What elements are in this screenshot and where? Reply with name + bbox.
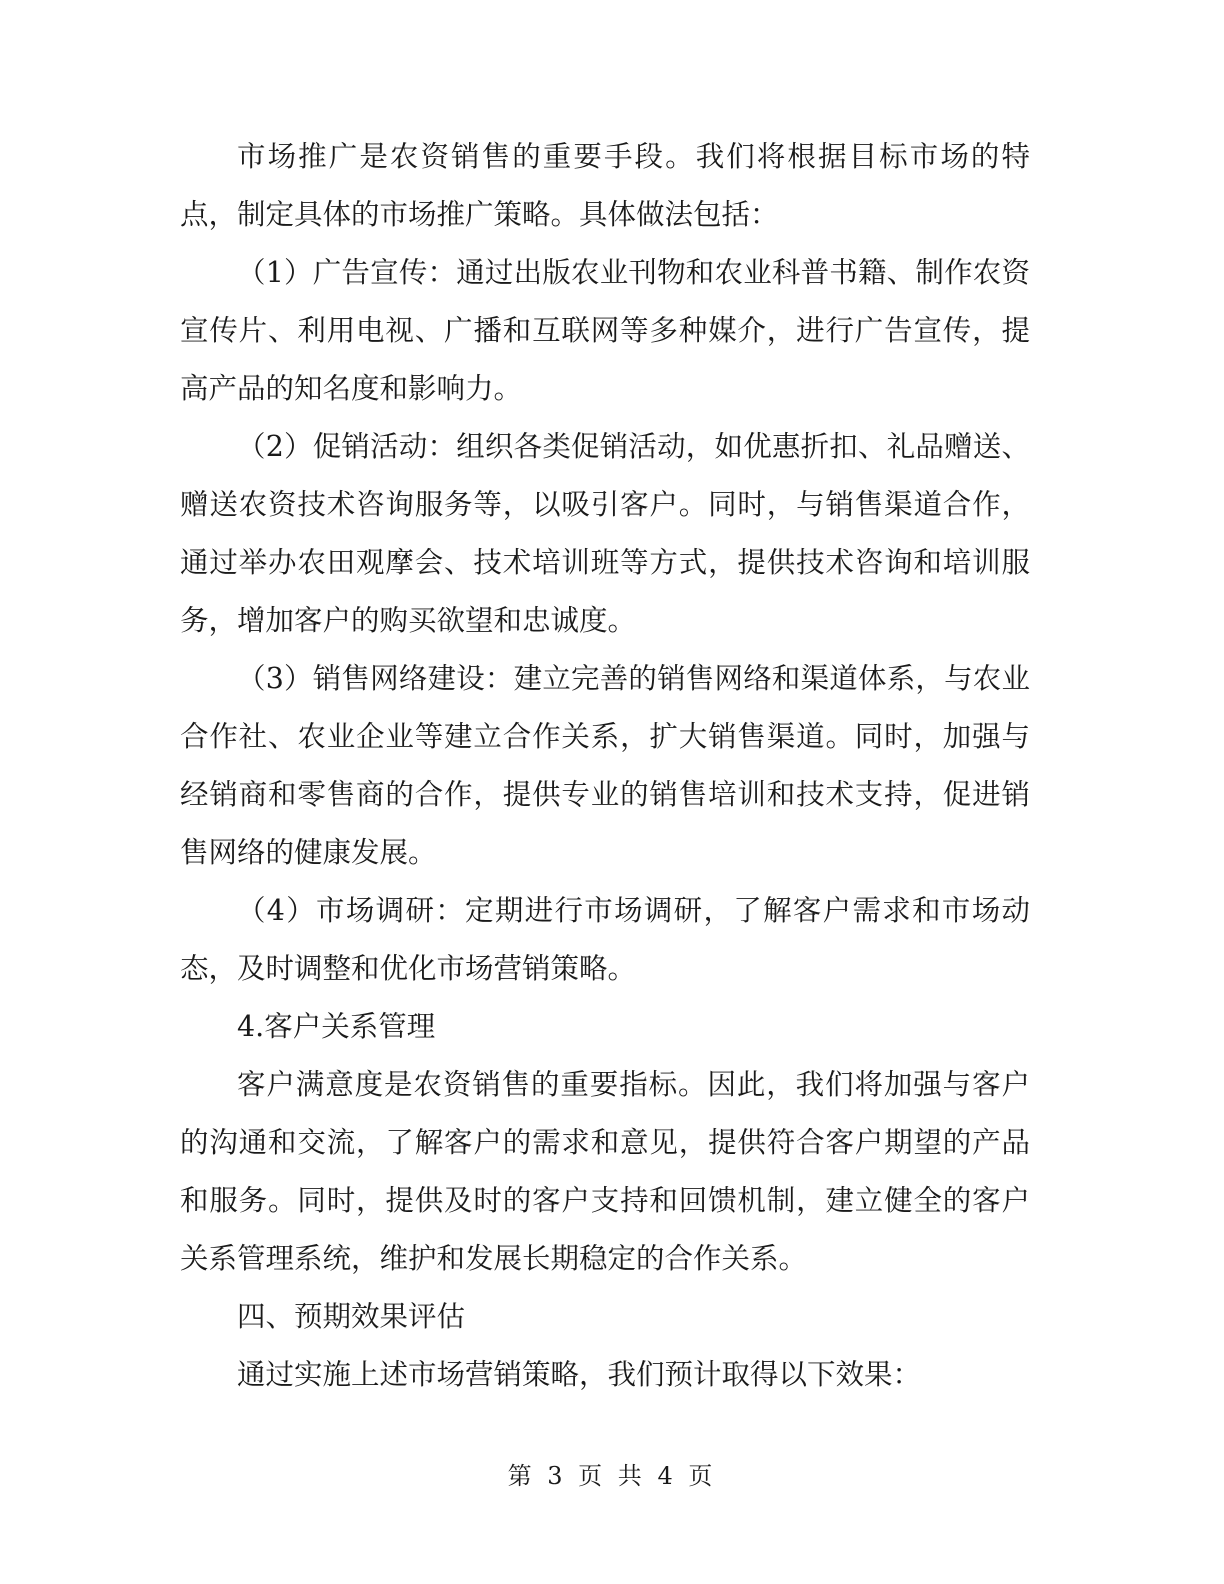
document-body bbox=[180, 128, 1030, 1404]
paragraph-market-promotion-intro: 市场推广是农资销售的重要手段。我们将根据目标市场的特点，制定具体的市场推广策略。具体做法包括： bbox=[180, 140, 1030, 231]
paragraph-sales-network: （3）销售网络建设：建立完善的销售网络和渠道体系，与农业合作社、农业企业等建立合作关系，扩大销售渠道。同时，加强与经销商和零售商的合作，提供专业的销售培训和技术支持，促进销售网络的健康发展。 bbox=[180, 662, 1030, 869]
paragraph-market-research: （4）市场调研：定期进行市场调研，了解客户需求和市场动态，及时调整和优化市场营销策略。 bbox=[180, 894, 1030, 985]
section-heading-expected-results: 四、预期效果评估 bbox=[237, 1300, 466, 1333]
page-footer: 第 3 页 共 4 页 bbox=[507, 1462, 717, 1490]
paragraph-expected-results-intro: 通过实施上述市场营销策略，我们预计取得以下效果： bbox=[237, 1358, 922, 1391]
paragraph-advertising: （1）广告宣传：通过出版农业刊物和农业科普书籍、制作农资宣传片、利用电视、广播和互联网等多种媒介，进行广告宣传，提高产品的知名度和影响力。 bbox=[180, 256, 1030, 405]
paragraph-customer-relations: 客户满意度是农资销售的重要指标。因此，我们将加强与客户的沟通和交流，了解客户的需求和意见，提供符合客户期望的产品和服务。同时，提供及时的客户支持和回馈机制，建立健全的客户关系管理系统，维护和发展长期稳定的合作关系。 bbox=[180, 1068, 1030, 1275]
paragraph-promotion-activities: （2）促销活动：组织各类促销活动，如优惠折扣、礼品赠送、赠送农资技术咨询服务等，以吸引客户。同时，与销售渠道合作，通过举办农田观摩会、技术培训班等方式，提供技术咨询和培训服务，增加客户的购买欲望和忠诚度。 bbox=[180, 430, 1030, 637]
section-heading-customer-relations: 4.客户关系管理 bbox=[237, 1010, 436, 1043]
